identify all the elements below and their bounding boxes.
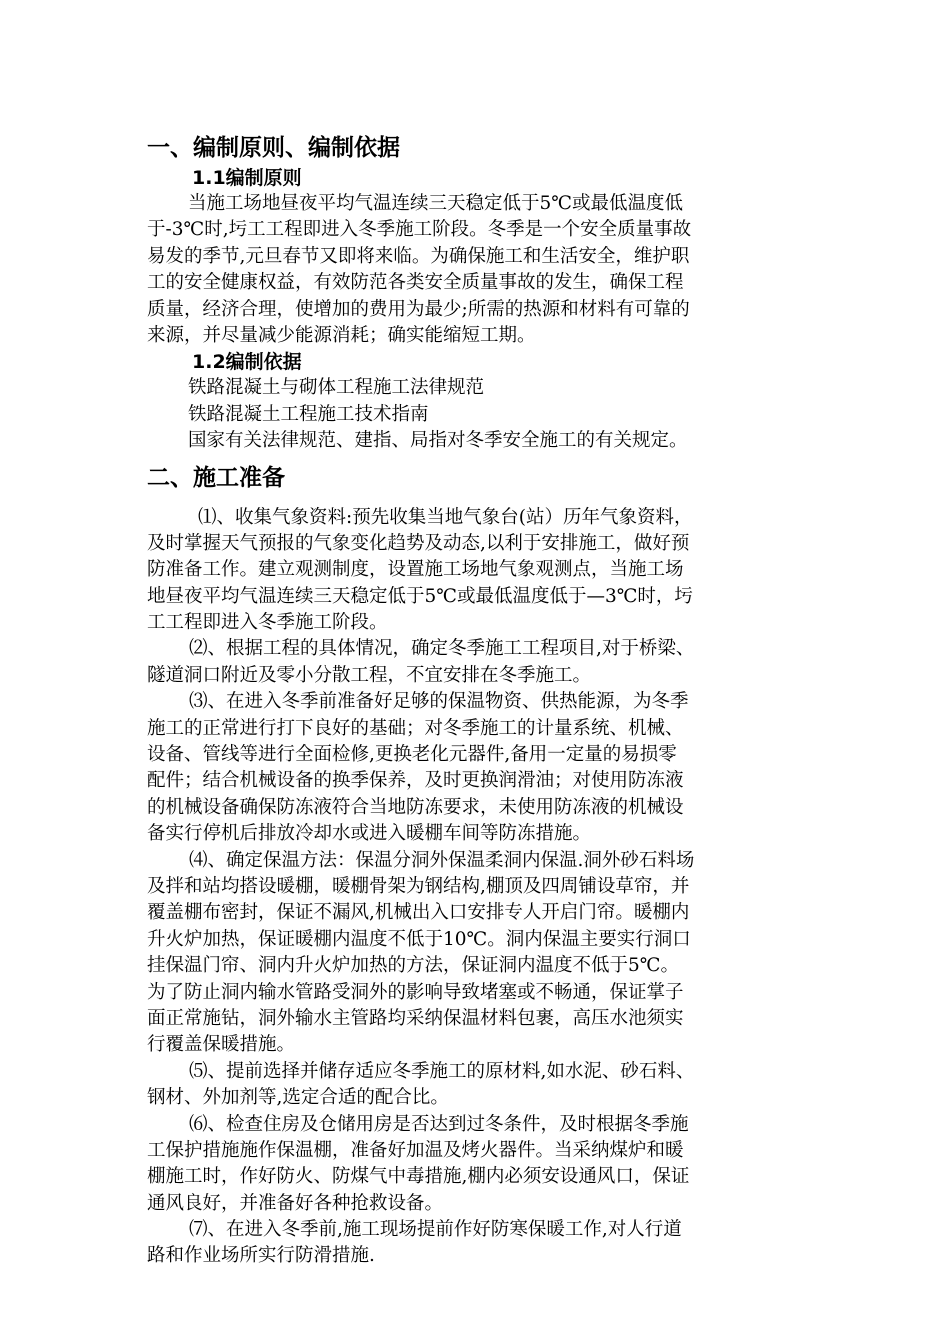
text-line: 工工程即进入冬季施工阶段。: [147, 612, 388, 634]
text-line: 当施工场地昼夜平均气温连续三天稳定低于5℃或最低温度低: [188, 193, 683, 214]
basis-list: [147, 375, 807, 454]
text-line: ⑹、检查住房及仓储用房是否达到过冬条件，及时根据冬季施: [189, 1113, 689, 1135]
preparation-item-4: [147, 848, 807, 1059]
text-line: 工的安全健康权益，有效防范各类安全质量事故的发生，确保工程: [147, 272, 684, 294]
subsection-heading-1-2: 1.2编制依据: [192, 351, 302, 374]
text-line: 易发的季节,元旦春节又即将来临。为确保施工和生活安全，维护职: [147, 245, 690, 267]
text-line: 棚施工时，作好防火、防煤气中毒措施,棚内必须安设通风口，保证: [147, 1166, 690, 1188]
text-line: 路和作业场所实行防滑措施.: [147, 1245, 375, 1267]
text-line: 挂保温门帘、洞内升火炉加热的方法，保证洞内温度不低于5℃。: [147, 955, 679, 977]
basis-item: 铁路混凝土与砌体工程施工法律规范: [188, 377, 485, 399]
subsection-heading-1-1: 1.1编制原则: [192, 167, 302, 189]
basis-item: 铁路混凝土工程施工技术指南: [188, 403, 429, 425]
text-line: 及时掌握天气预报的气象变化趋势及动态,以利于安排施工，做好预: [147, 532, 690, 554]
text-line: ⑺、在进入冬季前,施工现场提前作好防寒保暖工作,对人行道: [189, 1219, 682, 1241]
text-line: 于-3℃时,圬工工程即进入冬季施工阶段。冬季是一个安全质量事故: [147, 219, 692, 241]
text-line: 备实行停机后排放冷却水或进入暖棚车间等防冻措施。: [147, 823, 592, 845]
text-line: 隧道洞口附近及零小分散工程，不宜安排在冬季施工。: [147, 664, 592, 686]
text-line: 及拌和站均搭设暖棚，暖棚骨架为钢结构,棚顶及四周铺设草帘，并: [147, 875, 690, 897]
text-line: ⑷、确定保温方法：保温分洞外保温柔洞内保温.洞外砂石料场: [189, 849, 695, 871]
text-line: 面正常施钻，洞外输水主管路均采纳保温材料包裹，高压水池须实: [147, 1007, 684, 1029]
text-line: 配件；结合机械设备的换季保养，及时更换润滑油；对使用防冻液: [147, 770, 684, 792]
text-line: ⑶、在进入冬季前准备好足够的保温物资、供热能源，为冬季: [189, 691, 689, 713]
text-line: ⑸、提前选择并储存适应冬季施工的原材料,如水泥、砂石料、: [189, 1060, 695, 1082]
text-line: ⑴、收集气象资料:预先收集当地气象台(站）历年气象资料，: [198, 506, 693, 528]
preparation-item-2: [147, 636, 807, 689]
text-line: 质量，经济合理，使增加的费用为最少;所需的热源和材料有可靠的: [147, 298, 690, 320]
preparation-item-6: [147, 1112, 807, 1218]
preparation-item-5: [147, 1059, 807, 1112]
basis-item: 国家有关法律规范、建指、局指对冬季安全施工的有关规定。: [188, 430, 688, 452]
preparation-item-1: [147, 505, 807, 637]
text-line: 覆盖棚布密封，保证不漏风,机械出入口安排专人开启门帘。暖棚内: [147, 902, 690, 924]
text-line: 的机械设备确保防冻液符合当地防冻要求，未使用防冻液的机械设: [147, 796, 684, 818]
text-line: 地昼夜平均气温连续三天稳定低于5℃或最低温度低于—3℃时，圬: [147, 585, 693, 607]
text-line: 防准备工作。建立观测制度，设置施工场地气象观测点，当施工场: [147, 559, 684, 581]
text-line: 行覆盖保暖措施。: [147, 1034, 296, 1056]
text-line: 升火炉加热，保证暖棚内温度不低于10℃。洞内保温主要实行洞口: [147, 928, 691, 950]
text-line: 施工的正常进行打下良好的基础；对冬季施工的计量系统、机械、: [147, 717, 684, 739]
text-line: 工保护措施施作保温棚，准备好加温及烤火器件。当采纳煤炉和暖: [147, 1139, 684, 1161]
section-heading-1: 一、编制原则、编制依据: [147, 135, 400, 161]
section-heading-2: 二、施工准备: [147, 464, 285, 491]
text-line: 为了防止洞内输水管路受洞外的影响导致堵塞或不畅通，保证掌子: [147, 981, 684, 1003]
document-body: [147, 131, 807, 1270]
preparation-item-3: [147, 689, 807, 847]
preparation-item-7: [147, 1217, 807, 1270]
text-line: 通风良好，并准备好各种抢救设备。: [147, 1192, 444, 1214]
text-line: 来源，并尽量减少能源消耗；确实能缩短工期。: [147, 324, 536, 346]
text-line: ⑵、根据工程的具体情况，确定冬季施工工程项目,对于桥梁、: [189, 638, 695, 660]
paragraph-principles: [147, 191, 807, 349]
text-line: 钢材、外加剂等,选定合适的配合比。: [147, 1087, 449, 1109]
text-line: 设备、管线等进行全面检修,更换老化元器件,备用一定量的易损零: [147, 744, 677, 766]
